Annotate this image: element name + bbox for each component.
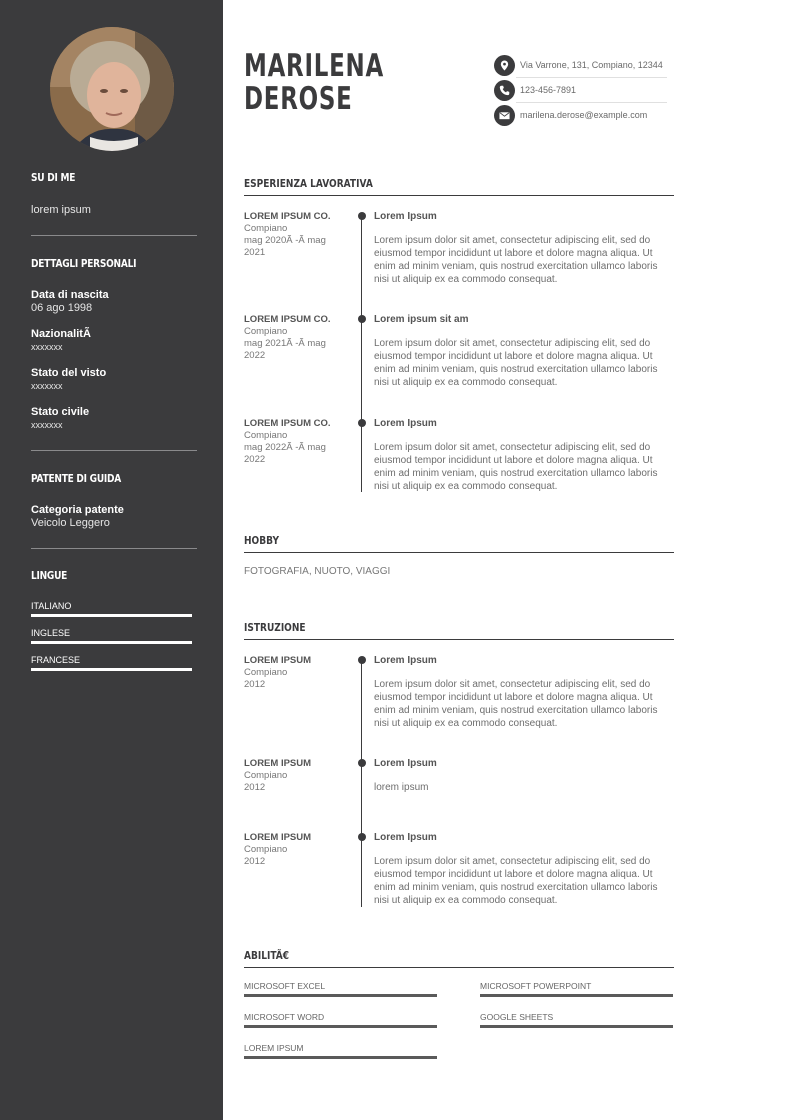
- skill-item: [244, 1043, 437, 1053]
- personal-item-value: 06 ago 1998: [31, 302, 93, 314]
- personal-details-title: [31, 257, 197, 270]
- experience-entry-meta: [244, 418, 349, 466]
- language-item: [31, 628, 192, 638]
- personal-item-visa: [31, 367, 197, 393]
- personal-item-label: Stato civile: [31, 406, 90, 418]
- contact-email: [494, 105, 673, 127]
- profile-photo: [50, 27, 174, 151]
- skill-item: [480, 981, 673, 991]
- education-entry-body: [374, 832, 674, 907]
- entry-description: Lorem ipsum dolor sit amet, consectetur adipiscing elit, sed do eiusmod tempor incididunt ut labore et dolore magna aliqua. Ut enim ad minim veniam, quis nostrud exercitation ullamco laboris nisi ut aliquip ex ea commodo consequat.: [374, 679, 658, 729]
- personal-item-value: xxxxxxx: [31, 420, 63, 430]
- skills-title: [244, 949, 674, 962]
- experience-timeline: [361, 216, 362, 492]
- entry-date-end: 2022: [244, 350, 266, 361]
- education-entry-meta: [244, 758, 349, 794]
- entry-date-end: 2021: [244, 247, 266, 258]
- skill-name: MICROSOFT WORD: [244, 1012, 325, 1022]
- entry-year: 2012: [244, 782, 266, 793]
- contact-address: [494, 55, 673, 77]
- entry-organization: LOREM IPSUM CO.: [244, 314, 331, 325]
- experience-entry-body: [374, 418, 674, 493]
- skill-name: MICROSOFT POWERPOINT: [480, 981, 592, 991]
- entry-role: Lorem Ipsum: [374, 758, 437, 769]
- experience-entry-body: [374, 211, 674, 286]
- personal-item-nationality: [31, 328, 197, 354]
- skills-heading: ABILITÃ€: [244, 949, 290, 962]
- section-rule: [244, 639, 674, 640]
- personal-item-label: NazionalitÃ: [31, 328, 91, 340]
- education-entry-body: [374, 758, 674, 794]
- entry-description: Lorem ipsum dolor sit amet, consectetur adipiscing elit, sed do eiusmod tempor incididunt ut labore et dolore magna aliqua. Ut enim ad minim veniam, quis nostrud exercitation ullamco laboris nisi ut aliquip ex ea commodo consequat.: [374, 856, 658, 906]
- section-rule: [244, 967, 674, 968]
- about-title: SU DI ME: [31, 171, 76, 184]
- entry-organization: LOREM IPSUM CO.: [244, 418, 331, 429]
- language-name: INGLESE: [31, 628, 71, 638]
- section-rule: [244, 552, 674, 553]
- license-label: Categoria patente: [31, 504, 124, 516]
- personal-details-heading: DETTAGLI PERSONALI: [31, 257, 137, 270]
- skill-item: [244, 981, 437, 991]
- personal-item-marital: [31, 406, 197, 432]
- entry-year: 2012: [244, 679, 266, 690]
- sidebar-divider: [31, 548, 197, 549]
- education-title: [244, 621, 674, 634]
- entry-description: Lorem ipsum dolor sit amet, consectetur adipiscing elit, sed do eiusmod tempor incididunt ut labore et dolore magna aliqua. Ut enim ad minim veniam, quis nostrud exercitation ullamco laboris nisi ut aliquip ex ea commodo consequat.: [374, 235, 658, 285]
- language-item: [31, 655, 192, 665]
- education-entry-meta: [244, 832, 349, 868]
- experience-title: [244, 177, 674, 190]
- timeline-dot: [358, 656, 366, 664]
- language-level-bar: [31, 668, 192, 671]
- license-value: Veicolo Leggero: [31, 517, 110, 529]
- entry-role: Lorem ipsum sit am: [374, 314, 469, 325]
- education-heading: ISTRUZIONE: [244, 621, 306, 634]
- entry-role: Lorem Ipsum: [374, 211, 437, 222]
- hobby-heading: HOBBY: [244, 534, 280, 547]
- contact-phone-text: 123-456-7891: [520, 85, 577, 95]
- experience-heading: ESPERIENZA LAVORATIVA: [244, 177, 373, 190]
- sidebar-divider: [31, 235, 197, 236]
- skill-level-bar: [244, 1025, 437, 1028]
- skill-item: [244, 1012, 437, 1022]
- sidebar: [0, 0, 223, 1120]
- personal-item-birthdate: [31, 289, 197, 315]
- entry-date: mag 2020Ã -Ã mag: [244, 235, 326, 246]
- phone-icon: [494, 80, 515, 101]
- skill-level-bar: [480, 1025, 673, 1028]
- entry-role: Lorem Ipsum: [374, 655, 437, 666]
- experience-entry-meta: [244, 211, 349, 259]
- language-level-bar: [31, 614, 192, 617]
- entry-place: Compiano: [244, 326, 288, 337]
- entry-place: Compiano: [244, 770, 288, 781]
- entry-year: 2012: [244, 856, 266, 867]
- hobby-title: [244, 534, 674, 547]
- experience-entry-body: [374, 314, 674, 389]
- entry-description: Lorem ipsum dolor sit amet, consectetur adipiscing elit, sed do eiusmod tempor incididunt ut labore et dolore magna aliqua. Ut enim ad minim veniam, quis nostrud exercitation ullamco laboris nisi ut aliquip ex ea commodo consequat.: [374, 442, 658, 492]
- entry-place: Compiano: [244, 430, 288, 441]
- education-entry-meta: [244, 655, 349, 691]
- language-item: [31, 601, 192, 611]
- skill-name: GOOGLE SHEETS: [480, 1012, 554, 1022]
- license-title: [31, 472, 197, 485]
- timeline-dot: [358, 212, 366, 220]
- experience-entry-meta: [244, 314, 349, 362]
- license-item: [31, 504, 197, 530]
- personal-item-value: xxxxxxx: [31, 381, 63, 391]
- entry-organization: LOREM IPSUM: [244, 655, 312, 666]
- education-entry-body: [374, 655, 674, 730]
- skill-level-bar: [244, 1056, 437, 1059]
- timeline-dot: [358, 833, 366, 841]
- skill-level-bar: [244, 994, 437, 997]
- skill-level-bar: [480, 994, 673, 997]
- skill-name: MICROSOFT EXCEL: [244, 981, 326, 991]
- skill-item: [480, 1012, 673, 1022]
- about-section: [31, 171, 197, 184]
- language-name: FRANCESE: [31, 655, 81, 665]
- entry-role: Lorem Ipsum: [374, 418, 437, 429]
- entry-description: lorem ipsum: [374, 782, 429, 793]
- personal-item-label: Data di nascita: [31, 289, 109, 301]
- entry-place: Compiano: [244, 844, 288, 855]
- personal-item-label: Stato del visto: [31, 367, 107, 379]
- last-name: DEROSE: [244, 81, 353, 117]
- entry-date: mag 2021Ã -Ã mag: [244, 338, 326, 349]
- hobby-text: FOTOGRAFIA, NUOTO, VIAGGI: [244, 566, 391, 577]
- languages-heading: LINGUE: [31, 569, 68, 582]
- entry-organization: LOREM IPSUM: [244, 832, 312, 843]
- entry-role: Lorem Ipsum: [374, 832, 437, 843]
- skill-name: LOREM IPSUM: [244, 1043, 304, 1053]
- location-pin-icon: [494, 55, 515, 76]
- language-level-bar: [31, 641, 192, 644]
- personal-item-value: xxxxxxx: [31, 342, 63, 352]
- entry-description: Lorem ipsum dolor sit amet, consectetur adipiscing elit, sed do eiusmod tempor incididunt ut labore et dolore magna aliqua. Ut enim ad minim veniam, quis nostrud exercitation ullamco laboris nisi ut aliquip ex ea commodo consequat.: [374, 338, 658, 388]
- entry-organization: LOREM IPSUM CO.: [244, 211, 331, 222]
- languages-title: [31, 569, 197, 582]
- license-heading: PATENTE DI GUIDA: [31, 472, 121, 485]
- sidebar-divider: [31, 450, 197, 451]
- entry-place: Compiano: [244, 223, 288, 234]
- language-name: ITALIANO: [31, 601, 72, 611]
- entry-place: Compiano: [244, 667, 288, 678]
- contact-phone: [494, 80, 673, 102]
- candidate-name: [244, 50, 384, 116]
- contact-divider: [516, 102, 667, 103]
- envelope-icon: [494, 105, 515, 126]
- contact-address-text: Via Varrone, 131, Compiano, 12344: [520, 60, 663, 70]
- education-timeline: [361, 660, 362, 907]
- timeline-dot: [358, 315, 366, 323]
- entry-organization: LOREM IPSUM: [244, 758, 312, 769]
- contact-divider: [516, 77, 667, 78]
- first-name: MARILENA: [244, 48, 384, 84]
- timeline-dot: [358, 419, 366, 427]
- timeline-dot: [358, 759, 366, 767]
- entry-date: mag 2022Ã -Ã mag: [244, 442, 326, 453]
- about-text: lorem ipsum: [31, 204, 91, 216]
- contact-email-text: marilena.derose@example.com: [520, 110, 648, 120]
- section-rule: [244, 195, 674, 196]
- entry-date-end: 2022: [244, 454, 266, 465]
